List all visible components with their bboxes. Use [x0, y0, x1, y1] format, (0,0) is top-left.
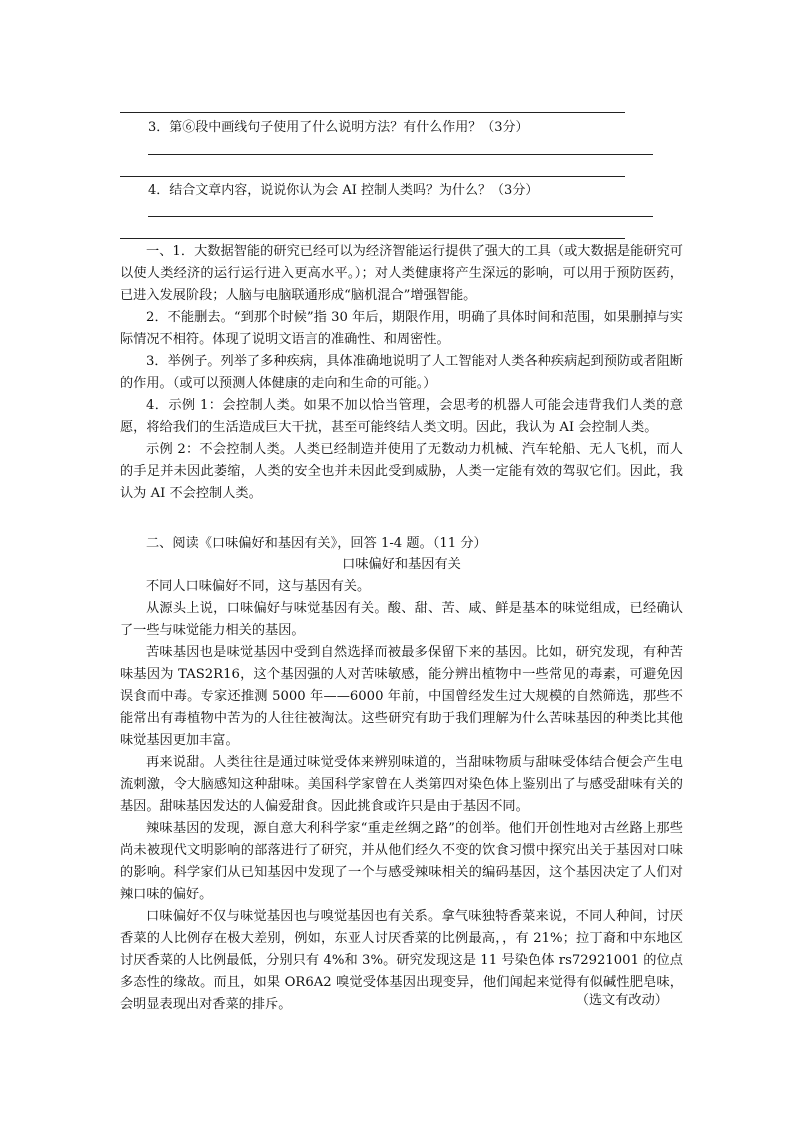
answer-line	[120, 238, 625, 239]
article-paragraph: 苦味基因也是味觉基因中受到自然选择而被最多保留下来的基因。比如，研究发现，有种苦味基因为 TAS2R16，这个基因强的人对苦味敏感，能分辨出植物中一些常见的毒素，可避免因误食而中毒。专家还推测 5000 年——6000 年前，中国曾经发生过大规模的自然筛选，那些不能常出有毒植物中苦为的人往往被淘汰。这些研究有助于我们理解为什么苦味基因的种类比其他味觉基因更加丰富。	[120, 645, 683, 748]
section-heading: 二、阅读《口味偏好和基因有关》，回答 1-4 题。（11 分）	[146, 536, 487, 551]
answer-4-example-1: 4．示例 1：会控制人类。如果不加以恰当管理，会思考的机器人可能会违背我们人类的意愿，将给我们的生活造成巨大干扰，甚至可能终结人类文明。因此，我认为 AI 会控制人类。	[120, 398, 683, 435]
answer-2: 2．不能删去。“到那个时候”指 30 年后，期限作用，明确了具体时间和范围，如果删掉与实际情况不相符。体现了说明文语言的准确性、和周密性。	[120, 310, 683, 347]
article-paragraph: 辣味基因的发现，源自意大利科学家“重走丝绸之路”的创举。他们开创性地对古丝路上那些尚未被现代文明影响的部落进行了研究，并从他们经久不变的饮食习惯中探究出关于基因对口味的影响。科学家们从已知基因中发现了一个与感受辣味相关的编码基因，这个基因决定了人们对辣口味的偏好。	[120, 821, 683, 902]
question-4: 4．结合文章内容，说说你认为会 AI 控制人类吗？为什么？（3分）	[148, 183, 539, 198]
answer-line	[148, 216, 653, 217]
answer-4-example-2: 示例 2：不会控制人类。人类已经制造并使用了无数动力机械、汽车轮船、无人飞机，而人的手足并未因此萎缩，人类的安全也并未因此受到威胁，人类一定能有效的驾驭它们。因此，我认为 AI 不会控制人类。	[120, 442, 683, 501]
article-body	[120, 576, 683, 1016]
answer-3: 3．举例子。列举了多种疾病，具体准确地说明了人工智能对人类各种疾病起到预防或者阻断的作用。（或可以预测人体健康的走向和生命的可能。）	[120, 354, 683, 391]
article-title: 口味偏好和基因有关	[342, 557, 461, 572]
article-paragraph: 再来说甜。人类往往是通过味觉受体来辨别味道的，当甜味物质与甜味受体结合便会产生电流刺激，令大脑感知这种甜味。美国科学家曾在人类第四对染色体上鉴别出了与感受甜味有关的基因。甜味基因发达的人偏爱甜食。因此挑食或许只是由于基因不同。	[120, 755, 683, 814]
article-paragraph: 口味偏好不仅与味觉基因也与嗅觉基因也有关系。拿气味独特香菜来说，不同人种间，讨厌香菜的人比例存在极大差别，例如，东亚人讨厌香菜的比例最高，，有 21%；拉丁裔和中东地区讨厌香菜的人比例最低，分别只有 4%和 3%。研究发现这是 11 号染色体 rs72921001 的位点多态性的缘故。而且，如果 OR6A2 嗅觉受体基因出现变异，他们闻起来觉得有似碱性肥皂味，会明显表现出对香菜的排斥。	[120, 909, 683, 1012]
answer-key	[120, 241, 683, 505]
answer-line	[120, 176, 625, 177]
question-3: 3．第⑥段中画线句子使用了什么说明方法？有什么作用？（3分）	[148, 120, 529, 135]
answer-1: 一、1．大数据智能的研究已经可以为经济智能运行提供了强大的工具（或大数据是能研究可以使人类经济的运行运行进入更高水平。）；对人类健康将产生深远的影响，可以用于预防医药，已进入发展阶段；人脑与电脑联通形成“脑机混合”增强智能。	[120, 244, 683, 303]
source-note: （选文有改动）	[575, 993, 668, 1008]
article-paragraph: 不同人口味偏好不同，这与基因有关。	[146, 579, 371, 594]
answer-line	[120, 112, 625, 113]
article-paragraph: 从源头上说，口味偏好与味觉基因有关。酸、甜、苦、咸、鲜是基本的味觉组成，已经确认了一些与味觉能力相关的基因。	[120, 601, 683, 638]
answer-line	[148, 154, 653, 155]
